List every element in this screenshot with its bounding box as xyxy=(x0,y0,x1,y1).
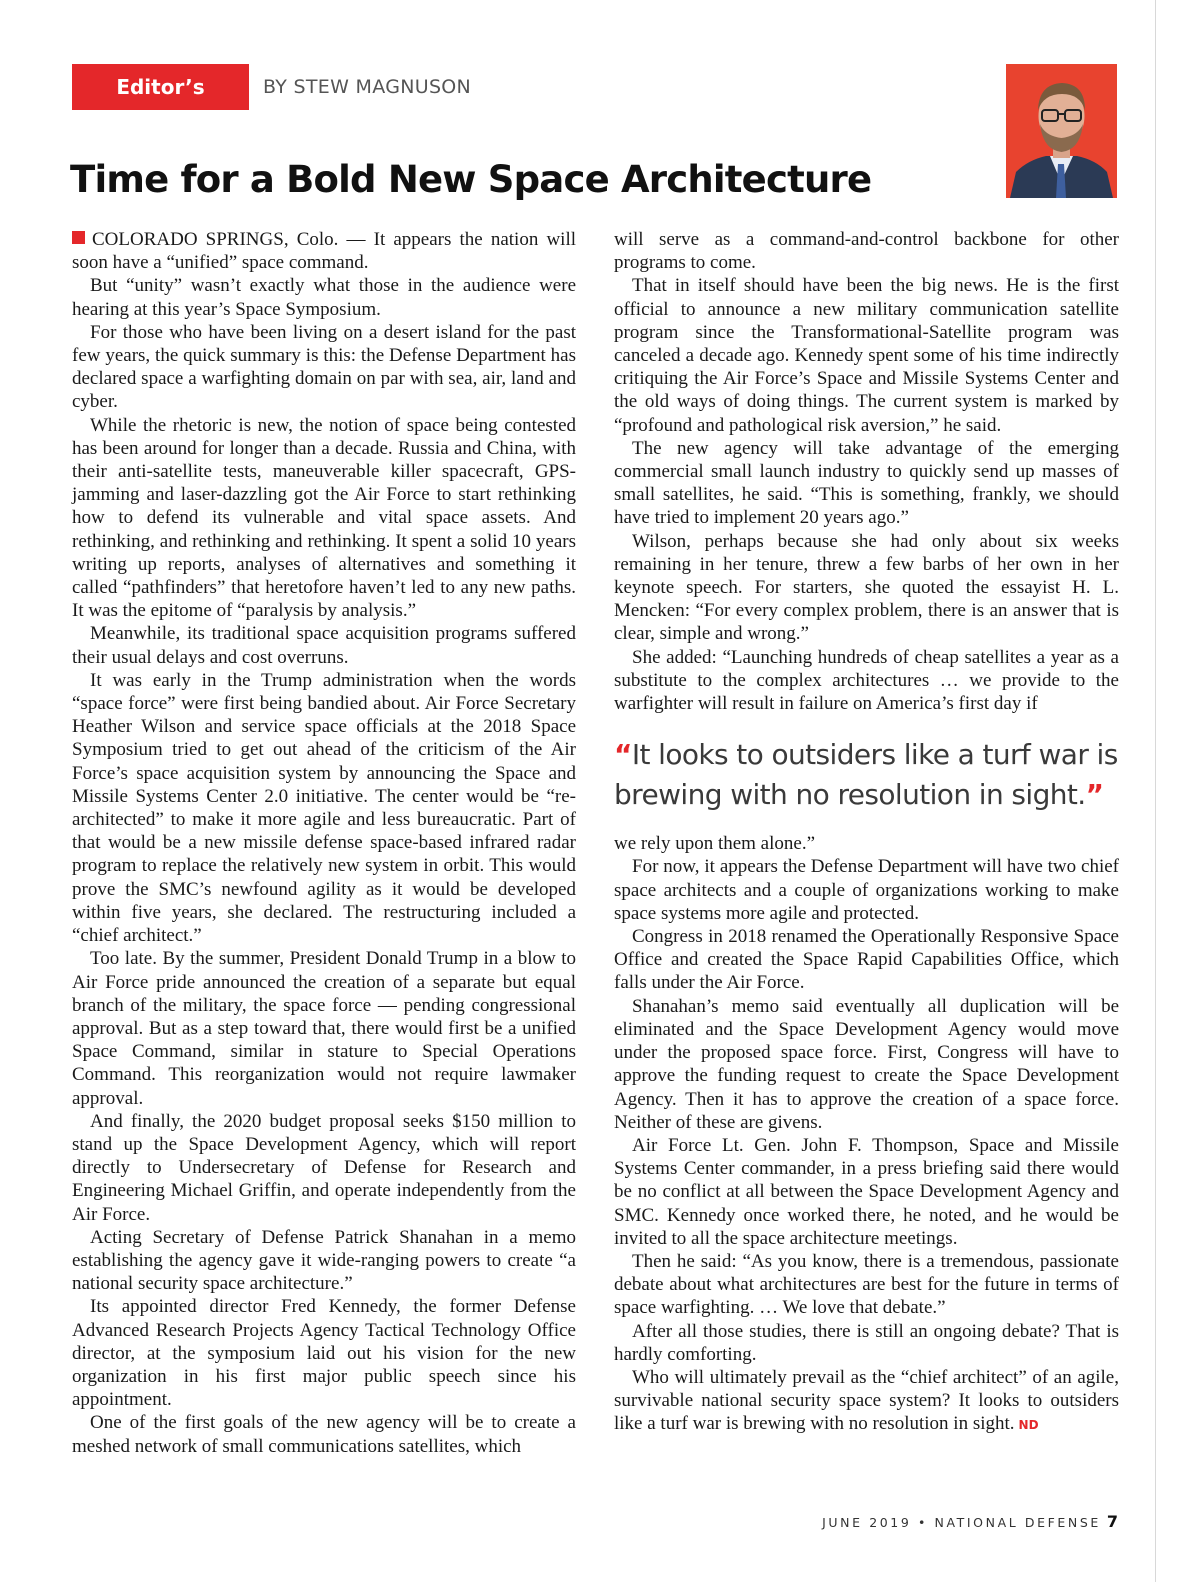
issue-line: JUNE 2019 • NATIONAL DEFENSE xyxy=(822,1515,1101,1530)
paragraph: That in itself should have been the big news. He is the first official to announce a new military communication satellite program since the Transformational-Satellite program was canceled a decade ago. Kennedy spent some of his time indirectly critiquing the Air Force’s Space and Missile Systems Center and the old ways of doing things. The current system is marked by “profound and pathological risk aversion,” he said. xyxy=(614,275,1119,436)
final-text: Who will ultimately prevail as the “chief architect” of an agile, survivable national security space system? It looks to outsiders like a turf war is brewing with no resolution in sight. xyxy=(614,1366,1119,1435)
paragraph: Meanwhile, its traditional space acquisition programs suffered their usual delays and cost overruns. xyxy=(72,623,576,668)
end-mark-icon: ND xyxy=(1018,1418,1039,1433)
paragraph: Air Force Lt. Gen. John F. Thompson, Space and Missile Systems Center commander, in a press briefing said there would be no conflict at all between the Space Development Agency and SMC. Kennedy once worked there, he noted, and he would be invited to all the space architecture meetings. xyxy=(614,1134,1119,1249)
page-footer xyxy=(822,1512,1118,1531)
paragraph: While the rhetoric is new, the notion of space being contested has been around for longer than a decade. Russia and China, with their anti-satellite tests, maneuverable killer spacecraft, GPS-jamming and laser-dazzling got the Air Force to start rethinking how to defend its vulnerable and vital space assets. And rethinking, and rethinking and rethinking. It spent a solid 10 years writing up reports, analyses of alternatives and something it called “pathfinders” that heretofore haven’t led to any new paths. It was the epitome of “paralysis by analysis.” xyxy=(72,414,576,622)
paragraph: Its appointed director Fred Kennedy, the former Defense Advanced Research Projects Agency Tactical Technology Office director, at the symposium laid out his vision for the new organization in his first major public speech since his appointment. xyxy=(72,1296,576,1411)
paragraph: will serve as a command-and-control backbone for other programs to come. xyxy=(614,229,1119,274)
final-paragraph xyxy=(614,1366,1119,1438)
paragraph: She added: “Launching hundreds of cheap satellites a year as a substitute to the complex architectures … we provide to the warfighter will result in failure on America’s first day if xyxy=(614,646,1119,715)
paragraph: It was early in the Trump administration when the words “space force” were first being bandied about. Air Force Secretary Heather Wilson and service space officials at the 2018 Space Symposium tried to get out ahead of the criticism of the Air Force’s space acquisition system by announcing the Space and Missile Systems Center 2.0 initiative. The center would be “re-architected” to make it more agile and less bureaucratic. Part of that would be a new missile defense space-based infrared radar program to replace the relatively new system in orbit. This would prove the SMC’s newfound agility as it would be developed within five years, she declared. The restructuring included a “chief architect.” xyxy=(72,669,576,947)
pull-quote xyxy=(614,735,1119,815)
paragraph: Too late. By the summer, President Donald Trump in a blow to Air Force pride announced the creation of a separate but equal branch of the military, the space force — pending congressional approval. But as a step toward that, there would first be a unified Space Command, similar in stature to Special Operations Command. This reorganization would not require lawmaker approval. xyxy=(72,948,576,1109)
paragraph: For now, it appears the Defense Department will have two chief space architects and a couple of organizations working to make space systems more agile and protected. xyxy=(614,856,1119,924)
open-quote-icon: “ xyxy=(614,738,632,772)
paragraph: And finally, the 2020 budget proposal seeks $150 million to stand up the Space Development Agency, which will report directly to Undersecretary of Defense for Research and Engineering Michael Griffin, and operate independently from the Air Force. xyxy=(72,1110,576,1225)
author-portrait-illustration xyxy=(1006,64,1117,198)
paragraph: But “unity” wasn’t exactly what those in the audience were hearing at this year’s Space Symposium. xyxy=(72,275,576,320)
paragraph: Then he said: “As you know, there is a tremendous, passionate debate about what architectures are best for the future in terms of space warfighting. … We love that debate.” xyxy=(614,1250,1119,1319)
lead-paragraph xyxy=(72,228,576,274)
paragraph: The new agency will take advantage of the emerging commercial small launch industry to quickly send up masses of small satellites, he said. “This is something, frankly, we should have tried to implement 20 years ago.” xyxy=(614,437,1119,529)
paragraph: Wilson, perhaps because she had only about six weeks remaining in her tenure, threw a few barbs of her own in her keynote speech. For starters, she quoted the essayist H. L. Mencken: “For every complex problem, there is an answer that is clear, simple and wrong.” xyxy=(614,530,1119,645)
pull-quote-text: It looks to outsiders like a turf war is brewing with no resolution in sight. xyxy=(614,738,1118,812)
close-quote-icon: ” xyxy=(1085,778,1104,812)
paragraph: Congress in 2018 renamed the Operationally Responsive Space Office and created the Space Rapid Capabilities Office, which falls under the Air Force. xyxy=(614,926,1119,994)
right-column xyxy=(614,228,1119,1438)
paragraph: One of the first goals of the new agency will be to create a meshed network of small communications satellites, which xyxy=(72,1412,576,1457)
headline: Time for a Bold New Space Architecture xyxy=(70,158,872,201)
red-square-bullet-icon xyxy=(72,231,85,244)
author-photo xyxy=(1006,64,1117,198)
paragraph: For those who have been living on a desert island for the past few years, the quick summary is this: the Defense Department has declared space a warfighting domain on par with sea, air, land and cyber. xyxy=(72,321,576,413)
section-tag: Editor’s Notes xyxy=(72,64,249,110)
left-column xyxy=(72,228,576,1458)
paragraph: Acting Secretary of Defense Patrick Shanahan in a memo establishing the agency gave it wide-ranging powers to create “a national security space architecture.” xyxy=(72,1226,576,1295)
lead-text: It appears the nation will soon have a “unified” space command. xyxy=(72,229,577,274)
page-number: 7 xyxy=(1106,1512,1118,1531)
dateline: COLORADO SPRINGS, Colo. — xyxy=(92,229,366,250)
paragraph: After all those studies, there is still an ongoing debate? That is hardly comforting. xyxy=(614,1320,1119,1365)
paragraph: we rely upon them alone.” xyxy=(614,833,816,855)
byline: BY STEW MAGNUSON xyxy=(263,76,472,98)
paragraph: Shanahan’s memo said eventually all duplication will be eliminated and the Space Development Agency would move under the proposed space force. First, Congress will have to approve the funding request to create the Space Development Agency. Then it has to approve the creation of a space force. Neither of these are givens. xyxy=(614,995,1119,1133)
column-header xyxy=(72,64,472,145)
page-edge-line xyxy=(1155,0,1156,1582)
